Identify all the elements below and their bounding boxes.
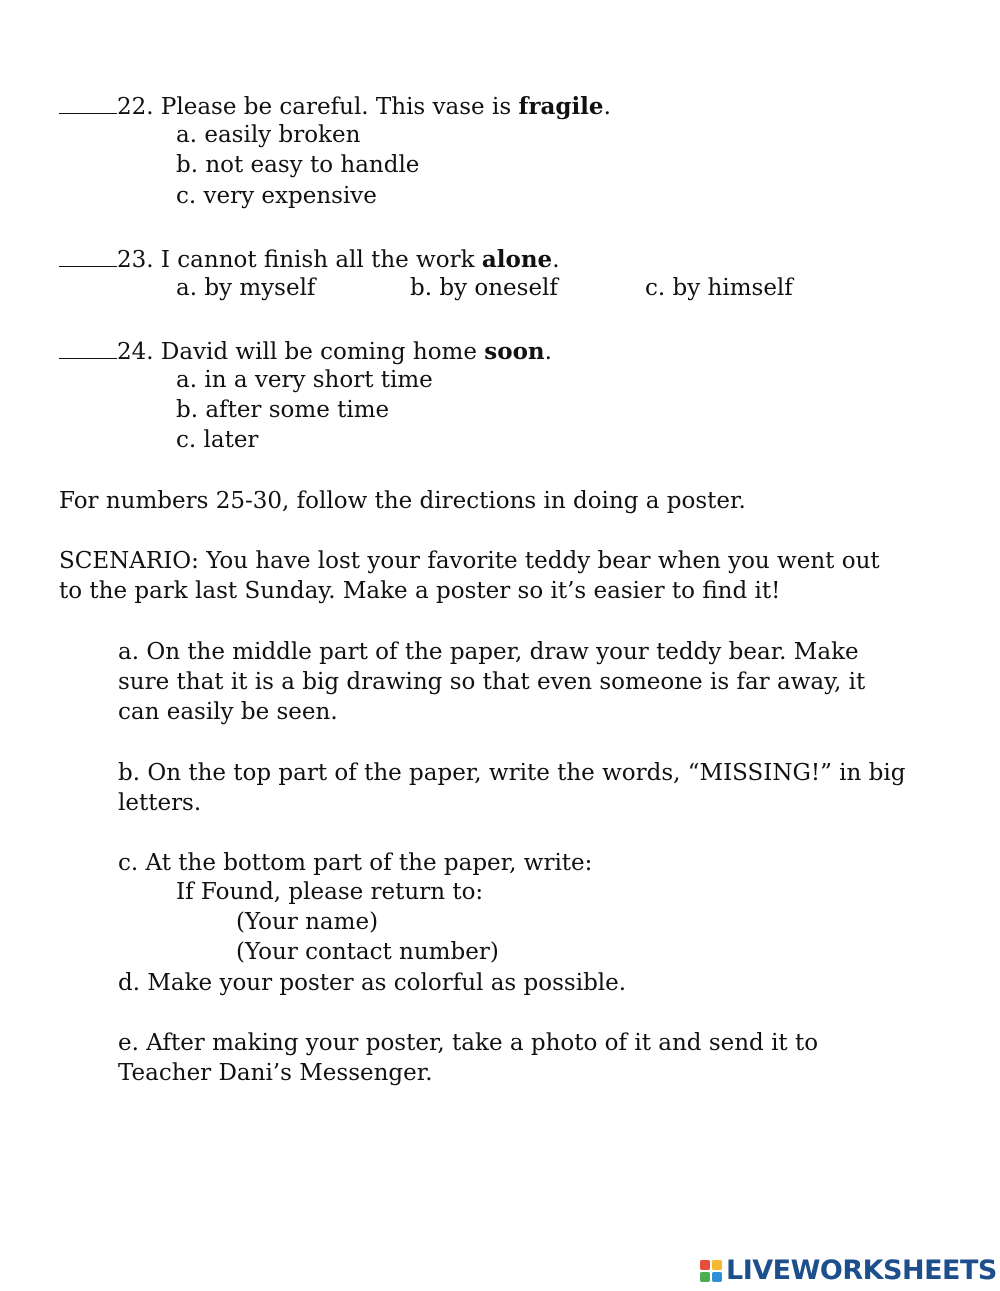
question-22 (59, 89, 611, 123)
option-22-a: a. easily broken (176, 122, 361, 148)
answer-blank-23[interactable] (59, 242, 117, 267)
scenario-line-1: SCENARIO: You have lost your favorite teddy bear when you went out (59, 548, 880, 574)
question-24 (59, 334, 552, 368)
question-number: 23. (117, 247, 154, 273)
option-22-b: b. not easy to handle (176, 152, 420, 178)
step-a-line-1: a. On the middle part of the paper, draw your teddy bear. Make (118, 639, 859, 665)
answer-blank-22[interactable] (59, 89, 117, 114)
logo-block (712, 1260, 722, 1270)
option-24-a: a. in a very short time (176, 367, 433, 393)
keyword: fragile (518, 93, 604, 120)
step-b-line-2: letters. (118, 790, 202, 816)
logo-blocks-icon (700, 1260, 722, 1282)
question-number: 24. (117, 339, 154, 365)
option-23-a: a. by myself (176, 275, 316, 301)
logo-text: LIVEWORKSHEETS (726, 1254, 997, 1286)
step-a-line-2: sure that it is a big drawing so that even someone is far away, it (118, 669, 866, 695)
option-24-c: c. later (176, 427, 259, 453)
directions-text: For numbers 25-30, follow the directions in doing a poster. (59, 488, 746, 514)
question-23 (59, 242, 560, 276)
step-c-line-4: (Your contact number) (236, 939, 499, 965)
option-22-c: c. very expensive (176, 183, 377, 209)
option-24-b: b. after some time (176, 397, 390, 423)
step-c-line-2: If Found, please return to: (176, 879, 484, 905)
step-a-line-3: can easily be seen. (118, 699, 338, 725)
question-number: 22. (117, 94, 154, 120)
answer-blank-24[interactable] (59, 334, 117, 359)
option-23-b: b. by oneself (410, 275, 558, 301)
question-stem-end: . (603, 94, 611, 120)
scenario-line-2: to the park last Sunday. Make a poster so it’s easier to find it! (59, 578, 781, 604)
step-e-line-1: e. After making your poster, take a photo of it and send it to (118, 1030, 819, 1056)
step-d-line-1: d. Make your poster as colorful as possible. (118, 970, 627, 996)
liveworksheets-logo (700, 1256, 997, 1286)
question-stem: I cannot finish all the work (160, 247, 482, 273)
option-23-c: c. by himself (645, 275, 793, 301)
question-stem: David will be coming home (160, 339, 485, 365)
logo-block (700, 1272, 710, 1282)
keyword: alone (481, 246, 553, 273)
step-e-line-2: Teacher Dani’s Messenger. (118, 1060, 433, 1086)
question-stem-end: . (552, 247, 560, 273)
question-stem: Please be careful. This vase is (160, 94, 519, 120)
question-stem-end: . (544, 339, 552, 365)
logo-block (712, 1272, 722, 1282)
step-b-line-1: b. On the top part of the paper, write the words, “MISSING!” in big (118, 760, 906, 786)
step-c-line-3: (Your name) (236, 909, 379, 935)
logo-block (700, 1260, 710, 1270)
keyword: soon (484, 338, 545, 365)
step-c-line-1: c. At the bottom part of the paper, write: (118, 850, 593, 876)
